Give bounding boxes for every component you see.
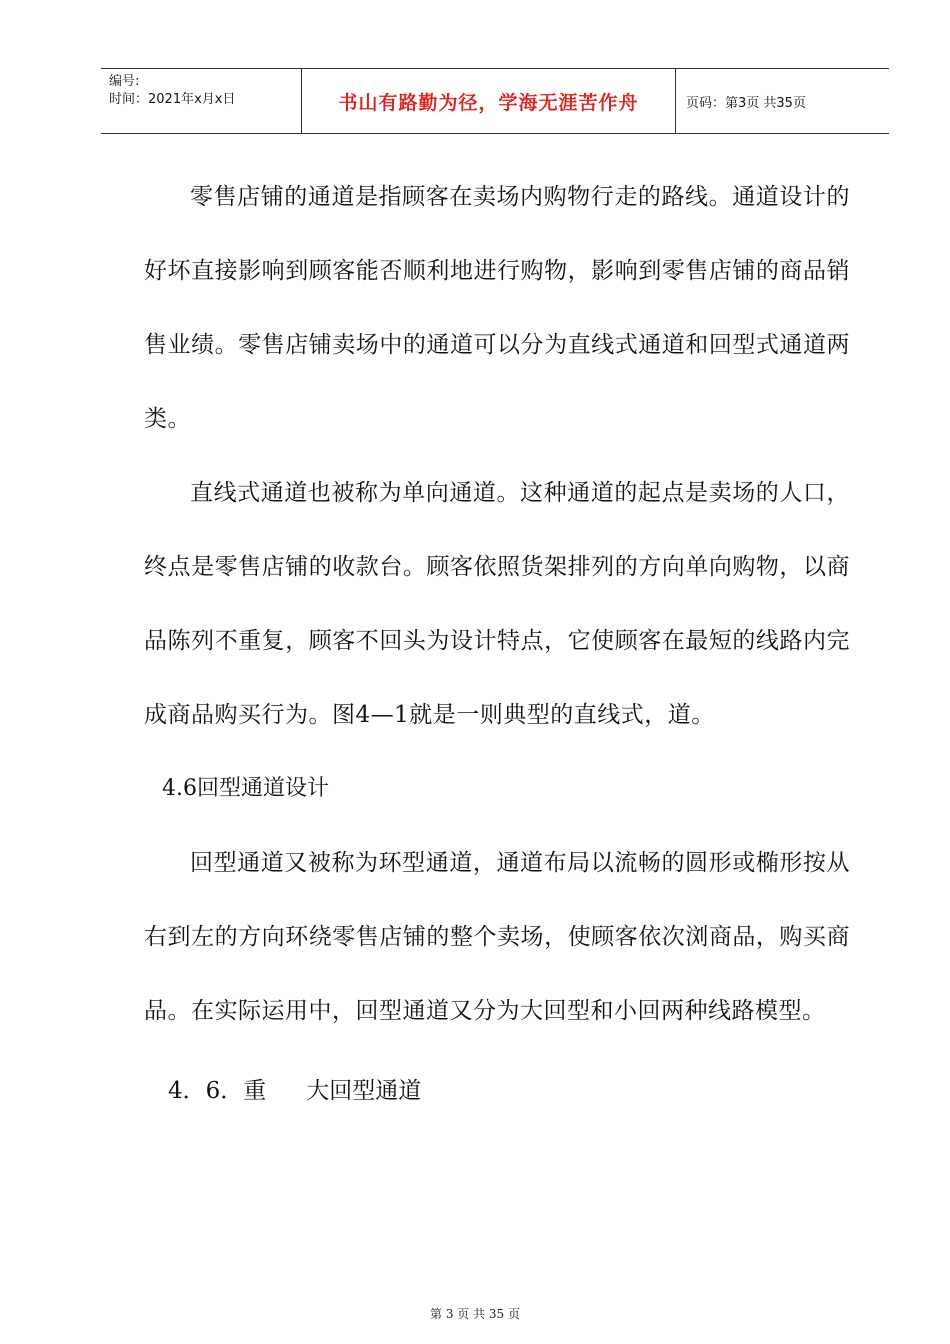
section-heading: 4.6回型通道设计 <box>162 776 329 801</box>
page-footer: 第 3 页 共 35 页 <box>430 1307 520 1321</box>
document-body <box>144 160 850 1128</box>
paragraph-3: 回型通道又被称为环型通道，通道布局以流畅的圆形或椭形按从右到左的方向环绕零售店铺的整个卖场，使顾客依次浏商品，购买商品。在实际运用中，回型通道又分为大回型和小回两种线路模型。 <box>144 850 850 1024</box>
time-label: 时间：2021年x月x日 <box>109 92 236 107</box>
header-motto-cell <box>301 69 676 133</box>
subheading <box>144 1054 850 1128</box>
paragraph-2: 直线式通道也被称为单向通道。这种通道的起点是卖场的人口，终点是零售店铺的收款台。顾客依照货架排列的方向单向购物，以商品陈列不重复，顾客不回头为设计特点，它使顾客在最短的线路内完成商品购买行为。图4—1就是一则典型的直线式，道。 <box>144 480 850 728</box>
number-label: 编号: <box>109 74 140 89</box>
subheading-title: 大回型通道 <box>306 1078 422 1104</box>
page-header <box>101 68 889 134</box>
page-code-text: 页码：第3页 共35页 <box>686 95 806 111</box>
header-page-code <box>676 69 889 133</box>
subheading-number: 4．6．重 <box>168 1078 267 1104</box>
header-meta <box>101 69 301 133</box>
motto-text: 书山有路勤为径，学海无涯苦作舟 <box>338 91 639 114</box>
paragraph-1: 零售店铺的通道是指顾客在卖场内购物行走的路线。通道设计的好坏直接影响到顾客能否顺利地进行购物，影响到零售店铺的商品销售业绩。零售店铺卖场中的通道可以分为直线式通道和回型式通道两类。 <box>144 184 850 432</box>
